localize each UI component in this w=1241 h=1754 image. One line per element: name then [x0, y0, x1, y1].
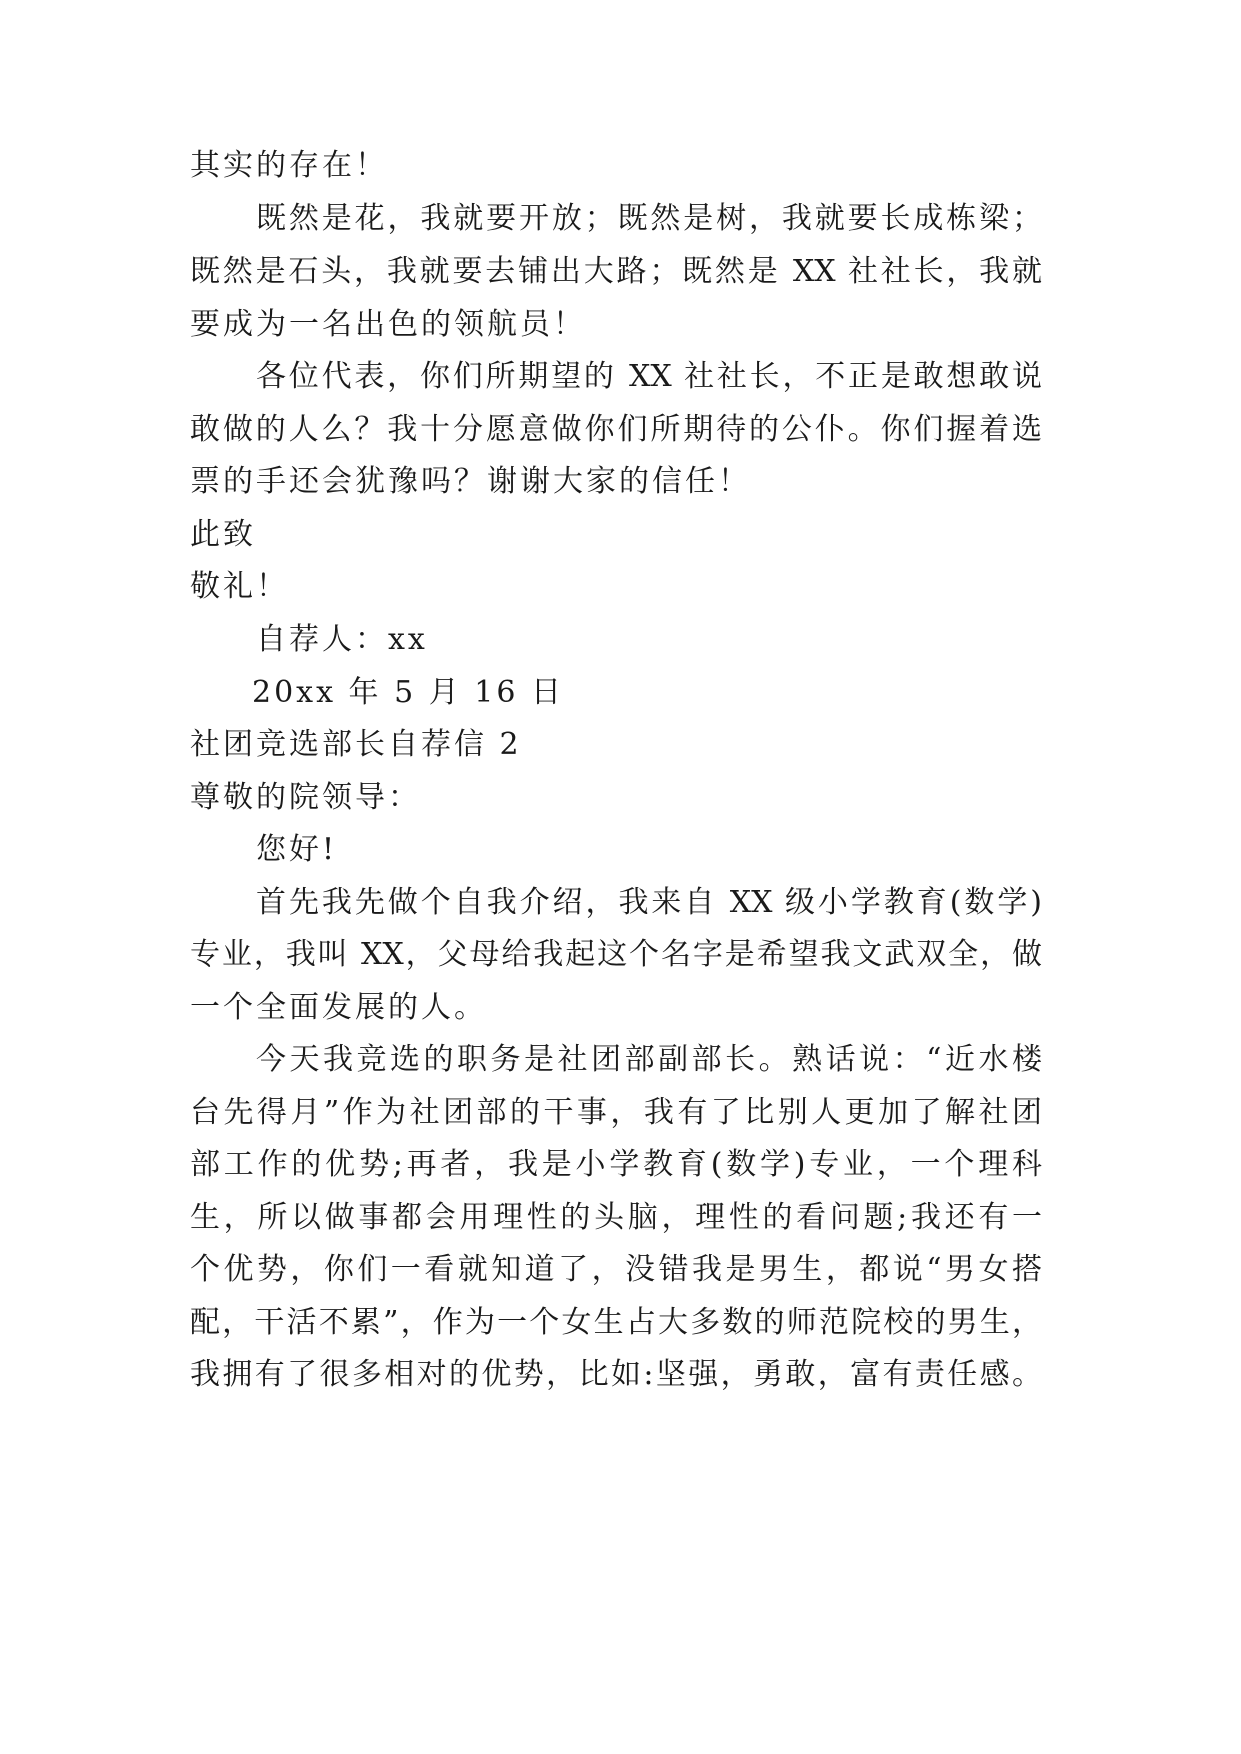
salutation-closing: 敬礼！ — [190, 569, 289, 604]
signature-line: 自荐人：xx — [256, 622, 428, 657]
text-line: 敢做的人么？我十分愿意做你们所期待的公仆。你们握着选 — [190, 412, 1042, 447]
text-line: 专业，我叫 XX，父母给我起这个名字是希望我文武双全，做 — [190, 937, 1042, 972]
section-title: 社团竞选部长自荐信 2 — [190, 727, 522, 762]
text-line: 既然是石头，我就要去铺出大路；既然是 XX 社社长，我就 — [190, 254, 1042, 289]
text-line: 部工作的优势;再者，我是小学教育(数学)专业，一个理科 — [190, 1147, 1042, 1182]
greeting: 您好! — [256, 832, 338, 867]
text-line: 生，所以做事都会用理性的头脑，理性的看问题;我还有一 — [190, 1200, 1042, 1235]
greeting-recipient: 尊敬的院领导： — [190, 780, 421, 815]
text-line: 我拥有了很多相对的优势，比如:坚强，勇敢，富有责任感。 — [190, 1357, 1042, 1392]
text-line: 今天我竞选的职务是社团部副部长。熟话说：“近水楼 — [256, 1042, 1042, 1077]
text-line: 既然是花，我就要开放；既然是树，我就要长成栋梁； — [256, 201, 1042, 236]
text-line: 配，干活不累”，作为一个女生占大多数的师范院校的男生， — [190, 1305, 1042, 1340]
text-line: 个优势，你们一看就知道了，没错我是男生，都说“男女搭 — [190, 1252, 1042, 1287]
text-line: 一个全面发展的人。 — [190, 990, 487, 1025]
text-line: 首先我先做个自我介绍，我来自 XX 级小学教育(数学) — [256, 885, 1042, 920]
date-line: 20xx 年 5 月 16 日 — [252, 675, 564, 710]
text-line: 其实的存在！ — [190, 148, 388, 183]
text-line: 票的手还会犹豫吗？谢谢大家的信任！ — [190, 464, 751, 499]
text-line: 各位代表，你们所期望的 XX 社社长，不正是敢想敢说 — [256, 359, 1042, 394]
text-line: 台先得月”作为社团部的干事，我有了比别人更加了解社团 — [190, 1095, 1042, 1130]
text-line: 要成为一名出色的领航员！ — [190, 307, 586, 342]
closing-phrase: 此致 — [190, 517, 256, 552]
